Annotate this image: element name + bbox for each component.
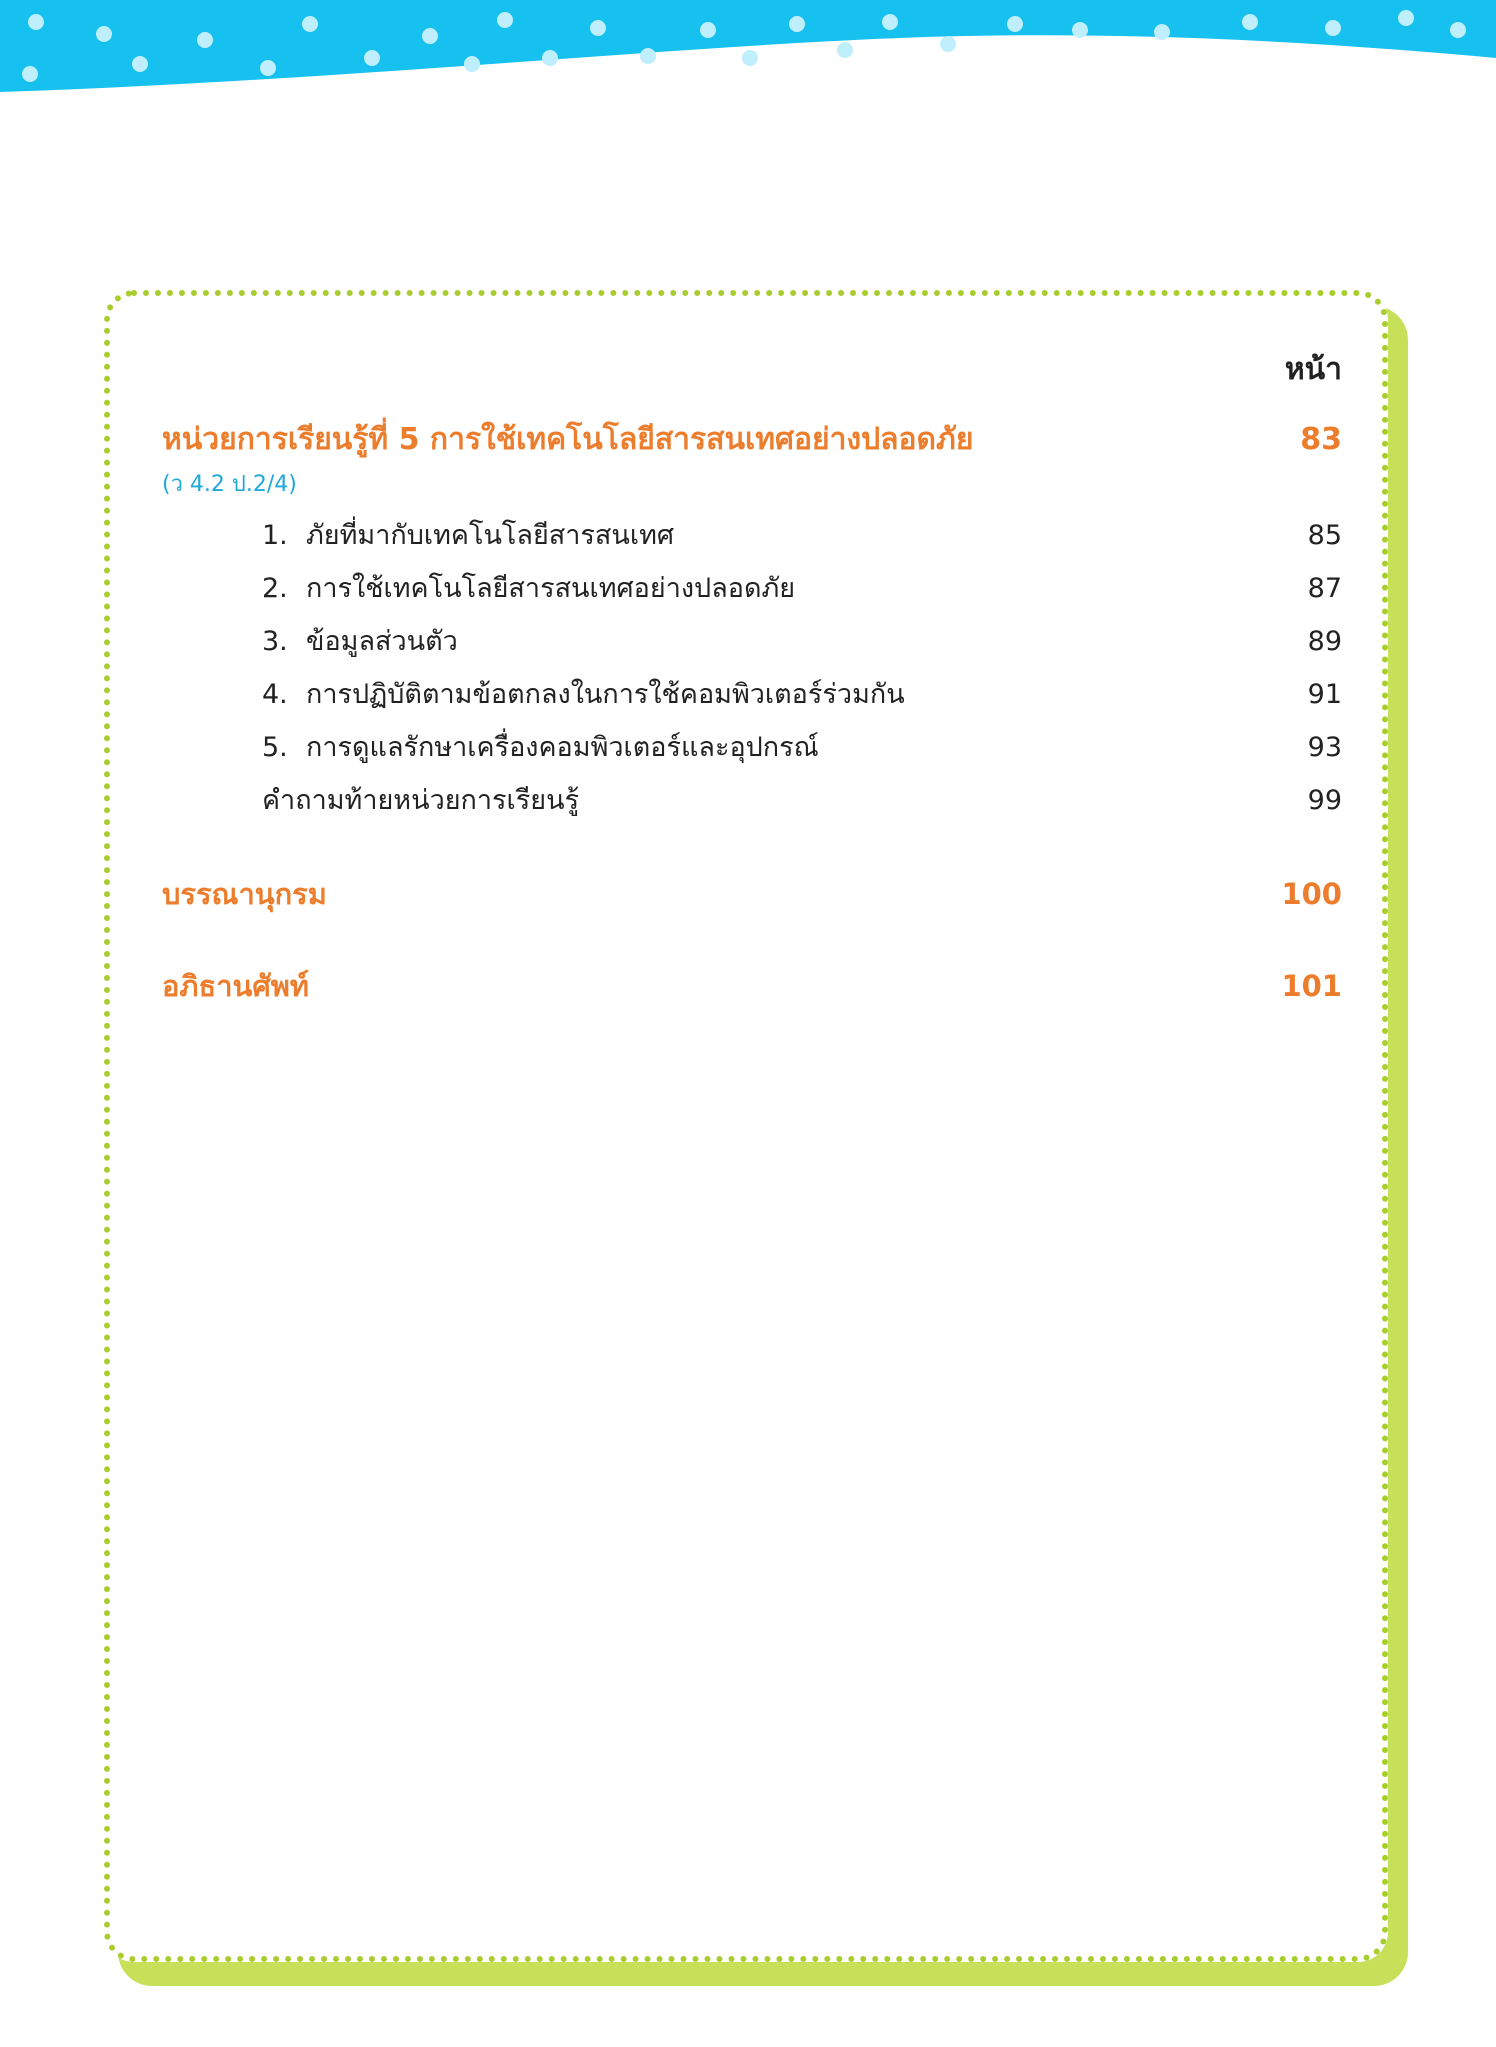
unit-page: 83	[1300, 422, 1342, 457]
topic-list	[262, 513, 1342, 831]
toc-entry-bibliography[interactable]	[162, 871, 1342, 919]
page-column-label: หน้า	[1284, 352, 1342, 387]
frame-border	[104, 290, 1388, 1962]
toc-entry-review[interactable]	[262, 778, 1342, 831]
header-band	[0, 0, 1496, 110]
topic-page: 89	[1307, 626, 1342, 657]
topic-title: ภัยที่มากับเทคโนโลยีสารสนเทศ	[306, 520, 675, 551]
topic-number: 2.	[262, 573, 288, 604]
topic-number: 3.	[262, 626, 288, 657]
toc-entry-topic-2[interactable]	[262, 566, 1342, 619]
bibliography-title: บรรณานุกรม	[162, 877, 327, 911]
topic-title: การดูแลรักษาเครื่องคอมพิวเตอร์และอุปกรณ์	[306, 732, 819, 763]
unit-title: หน่วยการเรียนรู้ที่ 5 การใช้เทคโนโลยีสารสนเทศอย่างปลอดภัย	[162, 422, 974, 457]
topic-page: 93	[1307, 732, 1342, 763]
topic-title: การใช้เทคโนโลยีสารสนเทศอย่างปลอดภัย	[306, 573, 796, 604]
glossary-title: อภิธานศัพท์	[162, 969, 309, 1003]
toc-frame	[104, 290, 1414, 1990]
topic-page: 91	[1307, 679, 1342, 710]
toc-entry-topic-5[interactable]	[262, 725, 1342, 778]
toc-entry-unit-5[interactable]	[162, 416, 1342, 462]
toc-entry-glossary[interactable]	[162, 963, 1342, 1011]
toc-entry-topic-3[interactable]	[262, 619, 1342, 672]
topic-title: การปฏิบัติตามข้อตกลงในการใช้คอมพิวเตอร์ร่วมกัน	[306, 679, 905, 710]
unit-standard: (ว 4.2 ป.2/4)	[162, 472, 297, 497]
header-wave	[0, 0, 1496, 92]
glossary-page: 101	[1281, 969, 1342, 1003]
topic-page: 87	[1307, 573, 1342, 604]
topic-page: 85	[1307, 520, 1342, 551]
topic-number: 5.	[262, 732, 288, 763]
bibliography-page: 100	[1281, 877, 1342, 911]
toc-entry-topic-1[interactable]	[262, 513, 1342, 566]
table-of-contents	[162, 346, 1342, 1011]
topic-number: 1.	[262, 520, 288, 551]
topic-number: 4.	[262, 679, 288, 710]
topic-title: ข้อมูลส่วนตัว	[306, 626, 458, 657]
review-page: 99	[1307, 785, 1342, 816]
review-title: คำถามท้ายหน่วยการเรียนรู้	[262, 785, 580, 816]
toc-entry-topic-4[interactable]	[262, 672, 1342, 725]
